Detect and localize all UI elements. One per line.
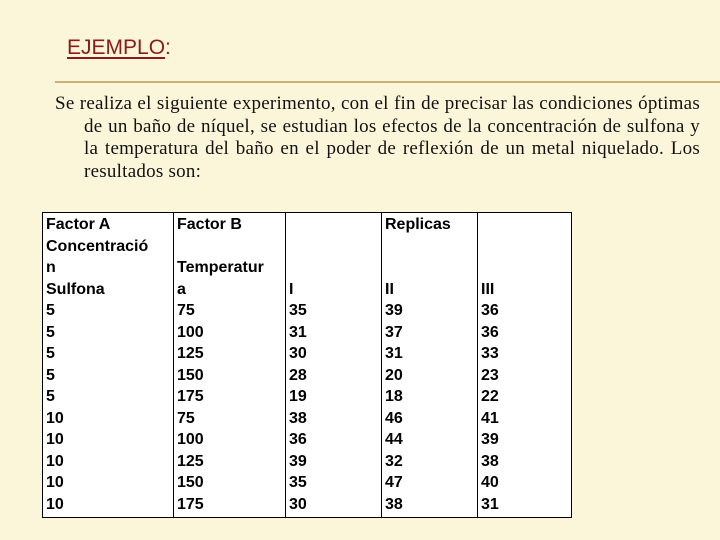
table-cell: 31 (385, 345, 403, 362)
title-divider (55, 81, 720, 83)
problem-statement: Se realiza el siguiente experimento, con el fin de precisar las condiciones óptimas de un baño de níquel, se estudian los efectos de la concentración de sulfona y la temperatura del baño en el poder de reflexión de un metal niquelado. Los resultados son: (55, 93, 700, 182)
table-cell: 39 (289, 452, 307, 470)
table-cell: 36 (481, 302, 499, 319)
table-cell: 5 (46, 345, 55, 362)
table-cell: 20 (385, 366, 403, 384)
table-cell: 75 (177, 409, 195, 427)
table-cell: 10 (46, 452, 64, 470)
table-cell: 23 (481, 366, 499, 384)
header-replica-1: I (289, 280, 294, 298)
results-table (42, 212, 572, 518)
table-border-left (42, 212, 43, 518)
table-cell: 44 (385, 431, 403, 448)
header-factor-b: Factor B (177, 216, 242, 233)
table-cell: 10 (46, 409, 64, 427)
example-title (67, 36, 171, 60)
header-replicas: Replicas (385, 216, 451, 233)
table-cell: 100 (177, 431, 204, 448)
table-border-bottom (42, 517, 572, 518)
table-cell: 39 (481, 431, 499, 448)
table-cell: 125 (177, 345, 204, 362)
table-cell: 150 (177, 474, 204, 491)
table-cell: 75 (177, 302, 195, 319)
table-cell: 39 (385, 302, 403, 319)
header-factor-a: Concentració (46, 237, 149, 255)
table-divider-col2 (285, 212, 286, 518)
example-title-word: EJEMPLO (67, 36, 166, 59)
table-cell: 150 (177, 366, 204, 384)
table-cell: 38 (481, 452, 499, 470)
table-cell: 125 (177, 452, 204, 470)
table-cell: 30 (289, 495, 307, 513)
table-cell: 36 (481, 323, 499, 341)
table-cell: 28 (289, 366, 307, 384)
header-factor-a: Factor A (46, 216, 111, 233)
table-cell: 5 (46, 302, 55, 319)
table-cell: 175 (177, 388, 204, 405)
table-divider-col1 (173, 212, 174, 518)
table-cell: 37 (385, 323, 403, 341)
table-cell: 33 (481, 345, 499, 362)
table-cell: 38 (385, 495, 403, 513)
example-title-colon: : (165, 36, 171, 59)
header-factor-b: Temperatur (177, 259, 264, 276)
table-cell: 5 (46, 366, 55, 384)
table-cell: 47 (385, 474, 403, 491)
table-cell: 175 (177, 495, 204, 513)
table-cell: 100 (177, 323, 204, 341)
table-cell: 36 (289, 431, 307, 448)
table-cell: 18 (385, 388, 403, 405)
header-factor-b: a (177, 280, 186, 298)
table-cell: 10 (46, 431, 64, 448)
table-cell: 5 (46, 323, 55, 341)
table-cell: 46 (385, 409, 403, 427)
table-cell: 10 (46, 495, 64, 513)
table-cell: 32 (385, 452, 403, 470)
table-border-right (571, 212, 572, 518)
table-cell: 41 (481, 409, 499, 427)
table-divider-col4 (477, 212, 478, 518)
table-cell: 30 (289, 345, 307, 362)
table-divider-col3 (381, 212, 382, 518)
header-replica-2: II (385, 280, 394, 298)
table-cell: 31 (289, 323, 307, 341)
table-cell: 38 (289, 409, 307, 427)
table-cell: 35 (289, 474, 307, 491)
table-cell: 31 (481, 495, 499, 513)
table-cell: 19 (289, 388, 307, 405)
table-cell: 5 (46, 388, 55, 405)
header-replica-3: III (481, 280, 495, 298)
table-cell: 10 (46, 474, 64, 491)
header-factor-a: n (46, 259, 56, 276)
table-cell: 40 (481, 474, 499, 491)
table-cell: 35 (289, 302, 307, 319)
table-border-top (42, 212, 572, 213)
table-cell: 22 (481, 388, 499, 405)
header-factor-a: Sulfona (46, 280, 105, 298)
